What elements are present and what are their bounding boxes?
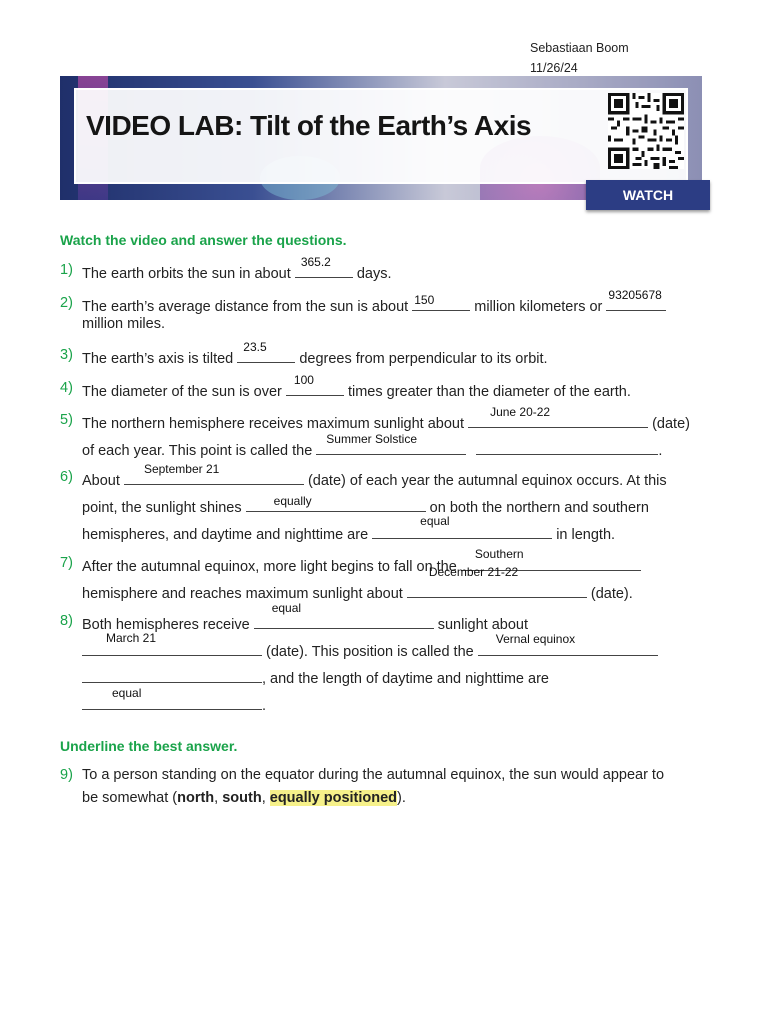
question-line [82,547,641,575]
answer-blank[interactable] [237,340,295,363]
question-text: . [658,443,663,459]
answer-blank[interactable] [468,405,648,428]
question-line [82,496,649,516]
section-heading: Underline the best answer. [60,738,238,754]
question-line [82,790,406,806]
question-text: The northern hemisphere receives maximum sunlight about [82,416,465,432]
question-text: sunlight about [437,617,529,633]
answer-blank[interactable] [316,432,466,455]
option-equally-positioned-selected[interactable]: equally positioned [269,790,398,806]
question-number: 2) [60,295,73,311]
question-text: million miles. [82,316,165,332]
answer-blank[interactable] [372,514,552,539]
option-north[interactable]: north [177,790,215,806]
answer-value: December 21-22 [428,565,519,579]
answer-value: equal [271,601,302,615]
submission-date: 11/26/24 [530,61,578,75]
header-meta [530,38,629,78]
question-text: be somewhat ( [82,790,178,806]
question-text: degrees from perpendicular to its orbit. [299,351,548,367]
question-text: . [262,698,267,714]
option-separator: , [261,790,270,806]
question-text: ). [397,790,406,806]
watch-button[interactable]: WATCH [586,180,710,210]
question-8 [60,601,720,714]
question-text: After the autumnal equinox, more light begins to fall on the [82,559,457,575]
question-text: Both hemispheres receive [82,617,250,633]
answer-value: equally [273,494,312,508]
answer-blank[interactable] [478,632,658,656]
question-text: The earth orbits the sun in about [82,266,291,282]
question-line [82,631,658,660]
question-4 [60,373,720,400]
answer-blank[interactable] [124,462,304,485]
page-title: VIDEO LAB: Tilt of the Earth’s Axis [86,110,532,141]
answer-blank[interactable] [82,631,262,656]
question-line [82,601,529,633]
question-text: hemispheres, and daytime and nighttime are [82,527,369,543]
question-text: of each year. This point is called the [82,443,313,459]
question-text: The earth’s axis is tilted [82,351,234,367]
answer-value: March 21 [106,631,157,645]
answer-blank[interactable] [286,373,344,396]
answer-value: Southern [474,547,524,561]
question-line [82,405,690,432]
question-number: 3) [60,347,73,363]
question-text: (date). This position is called the [266,644,474,660]
question-1 [60,255,720,282]
answer-value: equal [420,514,450,528]
question-text: About [82,473,120,489]
question-text: (date). [590,586,633,602]
answer-blank[interactable] [407,565,587,598]
option-separator: , [214,790,223,806]
answer-blank-extension[interactable] [476,439,658,455]
question-7 [60,547,720,602]
question-line [82,686,267,714]
question-line [82,373,631,400]
answer-blank[interactable] [82,686,262,710]
question-text: point, the sunlight shines [82,500,242,516]
question-line [82,432,663,459]
question-number: 5) [60,412,73,428]
qr-code-icon[interactable] [608,93,684,169]
answer-blank-extension[interactable] [82,667,262,683]
answer-value: June 20-22 [490,405,551,419]
answer-blank[interactable] [246,496,426,512]
question-number: 1) [60,262,73,278]
question-text: million kilometers or [474,299,603,315]
student-name: Sebastiaan Boom [530,41,629,55]
answer-value: Vernal equinox [495,632,576,646]
answer-blank[interactable] [412,295,470,311]
question-6 [60,462,720,543]
question-9 [60,767,720,813]
question-text: on both the northern and southern [429,500,649,516]
question-text: The earth’s average distance from the sun is about [82,299,409,315]
question-line [82,462,667,489]
question-2 [60,288,720,337]
answer-value: 100 [293,373,314,387]
answer-value: equal [112,686,142,700]
question-text: , and the length of daytime and nighttime are [262,671,549,687]
question-number: 7) [60,555,73,571]
answer-value: 150 [414,293,435,307]
question-line [82,288,666,315]
question-text: (date) of each year the autumnal equinox occurs. At this [307,473,667,489]
question-text: The diameter of the sun is over [82,384,282,400]
question-text: days. [356,266,392,282]
answer-blank[interactable] [606,288,666,311]
question-line [82,255,392,282]
question-text: times greater than the diameter of the earth. [347,384,631,400]
answer-blank[interactable] [295,255,353,278]
answer-value: 93205678 [608,288,662,302]
answer-value: 23.5 [243,340,267,354]
question-number: 6) [60,469,73,485]
section-heading: Watch the video and answer the questions. [60,232,347,248]
question-text: To a person standing on the equator during the autumnal equinox, the sun would appear to [82,767,665,783]
option-south[interactable]: south [222,790,262,806]
answer-value: Summer Solstice [326,432,417,446]
banner-panel [74,88,688,184]
question-number: 9) [60,767,73,783]
question-line [82,667,549,687]
question-line [82,340,548,367]
question-text: hemisphere and reaches maximum sunlight about [82,586,403,602]
question-text: in length. [556,527,616,543]
answer-blank[interactable] [254,601,434,629]
question-line [82,514,616,543]
question-number: 4) [60,380,73,396]
answer-value: September 21 [143,462,220,476]
question-5 [60,405,720,459]
question-number: 8) [60,613,73,629]
answer-value: 365.2 [300,255,331,269]
question-text: (date) [652,416,690,432]
question-3 [60,340,720,367]
